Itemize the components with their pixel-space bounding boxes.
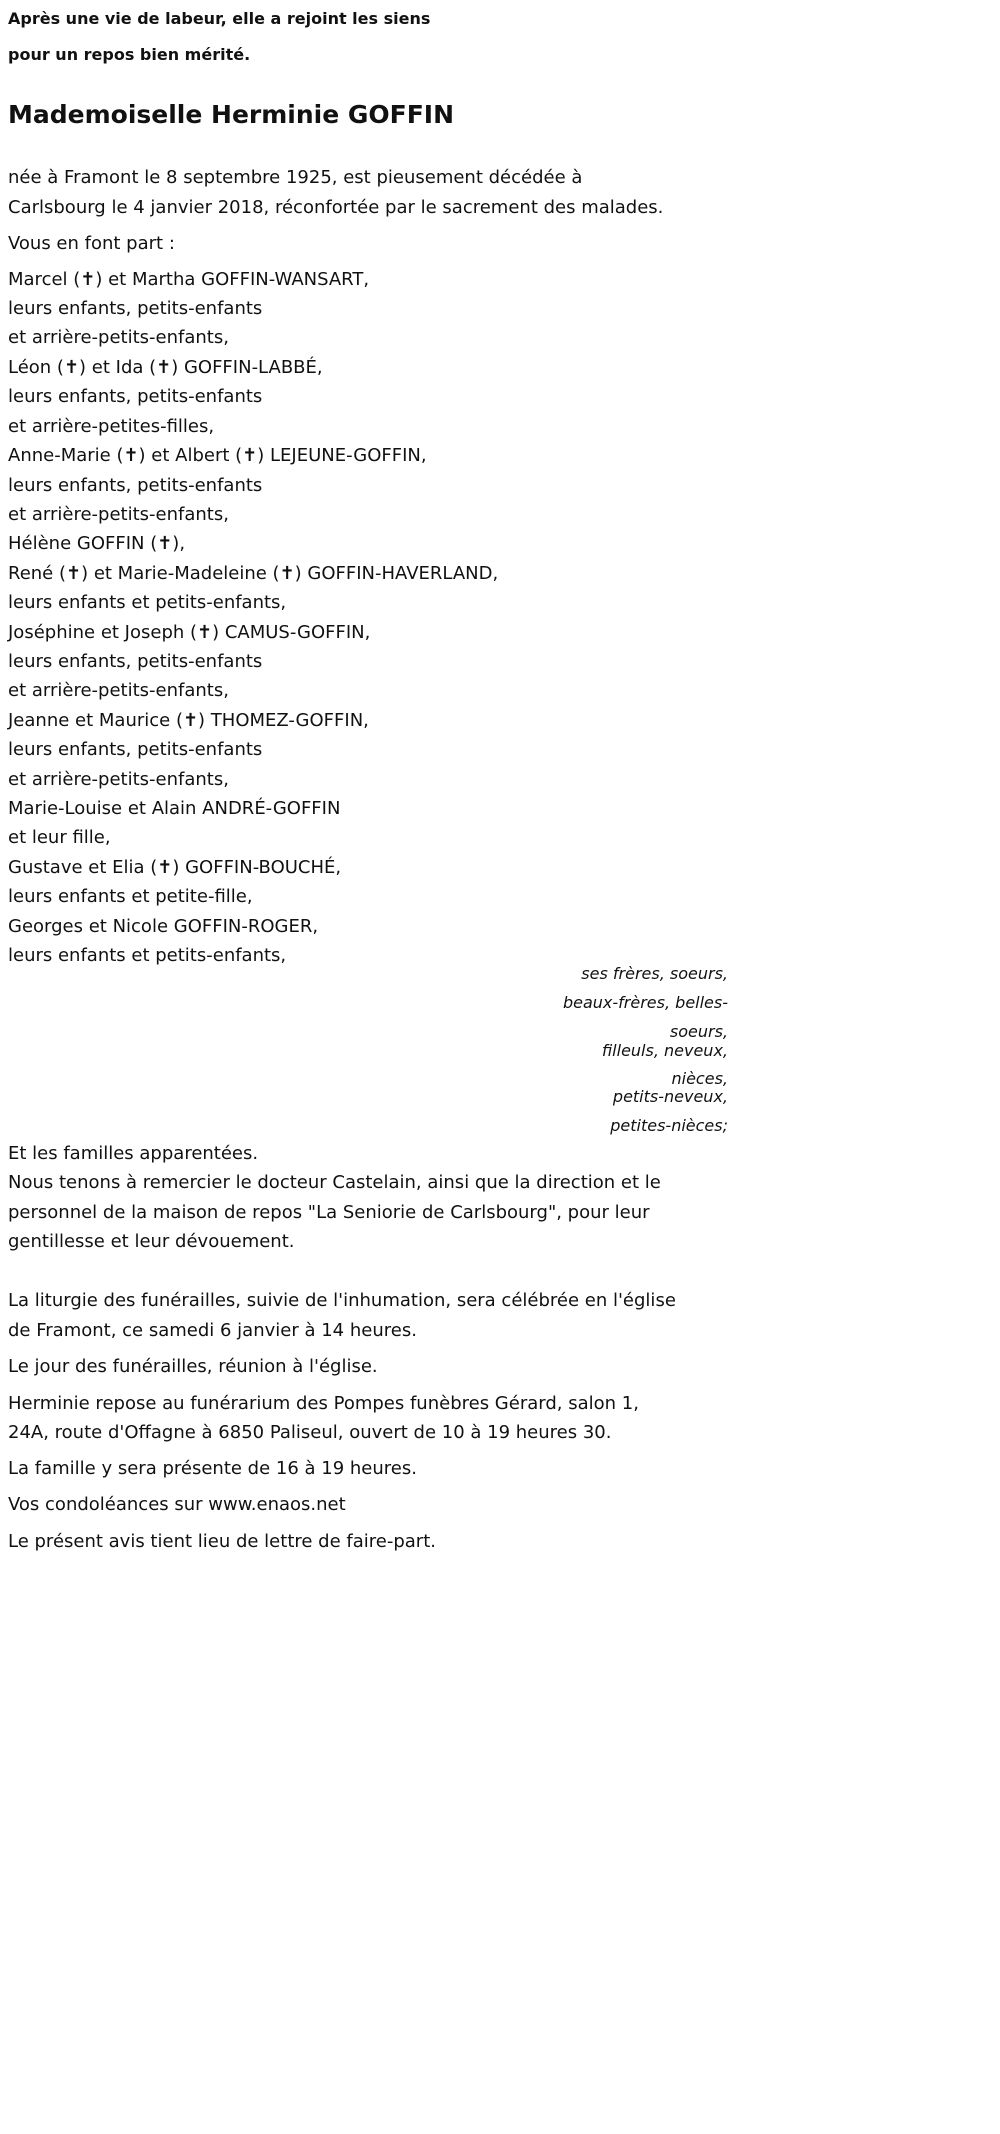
family-line: leurs enfants, petits-enfants [8, 651, 263, 672]
family-line: Georges et Nicole GOFFIN-ROGER, [8, 916, 319, 937]
family-line: Joséphine et Joseph (✝) CAMUS-GOFFIN, [8, 622, 371, 643]
deceased-name-title: Mademoiselle Herminie GOFFIN [8, 100, 455, 129]
family-line: leurs enfants et petits-enfants, [8, 592, 287, 613]
family-line: Léon (✝) et Ida (✝) GOFFIN-LABBÉ, [8, 357, 323, 378]
family-line: et arrière-petits-enfants, [8, 680, 229, 701]
family-line: et arrière-petits-enfants, [8, 769, 229, 790]
relation-line: filleuls, neveux, [601, 1041, 728, 1060]
family-line: Hélène GOFFIN (✝), [8, 533, 186, 554]
family-line: Marcel (✝) et Martha GOFFIN-WANSART, [8, 269, 370, 290]
relation-line: nièces, [671, 1069, 728, 1088]
funeral-line: Herminie repose au funérarium des Pompes funèbres Gérard, salon 1, [8, 1393, 639, 1414]
birth-death-line: née à Framont le 8 septembre 1925, est pieusement décédée à [8, 167, 583, 188]
intro-line: Après une vie de labeur, elle a rejoint les siens [8, 9, 431, 28]
relation-line: soeurs, [669, 1022, 728, 1041]
family-line: Jeanne et Maurice (✝) THOMEZ-GOFFIN, [8, 710, 369, 731]
closing-line: Nous tenons à remercier le docteur Castelain, ainsi que la direction et le [8, 1172, 661, 1193]
closing-line: Et les familles apparentées. [8, 1143, 259, 1164]
funeral-line: Le jour des funérailles, réunion à l'église. [8, 1356, 378, 1377]
closing-line: gentillesse et leur dévouement. [8, 1231, 295, 1252]
funeral-line: 24A, route d'Offagne à 6850 Paliseul, ouvert de 10 à 19 heures 30. [8, 1422, 612, 1443]
family-line: leurs enfants, petits-enfants [8, 386, 263, 407]
family-line: leurs enfants et petits-enfants, [8, 945, 287, 966]
family-line: et arrière-petites-filles, [8, 416, 215, 437]
intro-line: pour un repos bien mérité. [8, 45, 251, 64]
family-line: leurs enfants, petits-enfants [8, 739, 263, 760]
relation-line: petites-nièces; [610, 1116, 728, 1135]
family-line: et arrière-petits-enfants, [8, 327, 229, 348]
family-line: Anne-Marie (✝) et Albert (✝) LEJEUNE-GOFFIN, [8, 445, 427, 466]
closing-line: personnel de la maison de repos "La Seniorie de Carlsbourg", pour leur [8, 1202, 650, 1223]
family-line: leurs enfants et petite-fille, [8, 886, 253, 907]
family-line: leurs enfants, petits-enfants [8, 475, 263, 496]
family-line: leurs enfants, petits-enfants [8, 298, 263, 319]
funeral-line: de Framont, ce samedi 6 janvier à 14 heures. [8, 1320, 417, 1341]
family-line: Marie-Louise et Alain ANDRÉ-GOFFIN [8, 798, 341, 819]
relation-line: beaux-frères, belles- [562, 993, 728, 1012]
family-line: René (✝) et Marie-Madeleine (✝) GOFFIN-HAVERLAND, [8, 563, 499, 584]
funeral-line: La famille y sera présente de 16 à 19 heures. [8, 1458, 417, 1479]
family-line: et leur fille, [8, 827, 111, 848]
family-line: Gustave et Elia (✝) GOFFIN-BOUCHÉ, [8, 857, 342, 878]
funeral-line: La liturgie des funérailles, suivie de l'inhumation, sera célébrée en l'église [8, 1290, 676, 1311]
relation-line: ses frères, soeurs, [581, 964, 728, 983]
condolences-line: Vos condoléances sur www.enaos.net [8, 1494, 346, 1515]
family-line: et arrière-petits-enfants, [8, 504, 229, 525]
birth-death-line: Carlsbourg le 4 janvier 2018, réconfortée par le sacrement des malades. [8, 197, 664, 218]
relation-line: petits-neveux, [612, 1087, 728, 1106]
funeral-line: Le présent avis tient lieu de lettre de faire-part. [8, 1531, 436, 1552]
announcement-line: Vous en font part : [8, 233, 175, 254]
